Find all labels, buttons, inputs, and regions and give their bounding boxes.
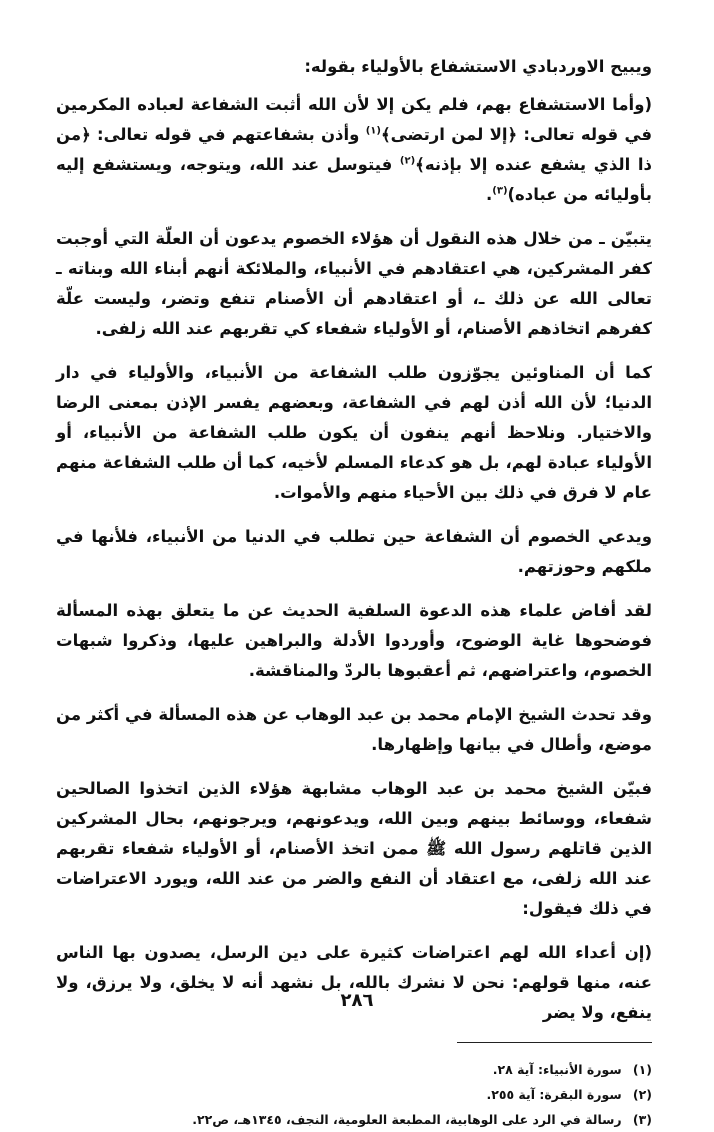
intro-line: ويبيح الاوردبادي الاستشفاع بالأولياء بقوله: — [304, 57, 652, 76]
paragraph-1-text-d: . — [485, 185, 493, 204]
footnote-3-text: رسالة في الرد على الوهابية، المطبعة العلومية، النجف، ١٣٤٥هـ، ص٢٢. — [192, 1112, 622, 1127]
footnote-ref-2: (٢) — [399, 155, 416, 167]
footnote-2-number: (٢) — [632, 1087, 652, 1102]
footnote-3-number: (٣) — [632, 1112, 652, 1127]
paragraph-6: وقد تحدث الشيخ الإمام محمد بن عبد الوهاب عن هذه المسألة في أكثر من موضع، وأطال في بيانها وإظهارها. — [56, 705, 652, 754]
footnote-2-text: سورة البقرة: آية ٢٥٥. — [486, 1087, 622, 1102]
footnote-1-number: (١) — [632, 1062, 652, 1077]
paragraph-2: يتبيّن ـ من خلال هذه النقول أن هؤلاء الخصوم يدعون أن العلّة التي أوجبت كفر المشركين، هي اعتقادهم في الأنبياء، والملائكة أنهم أبناء الله وبناته ـ تعالى الله عن ذلك ـ، أو اعتقادهم أن الأصنام تنفع وتضر، وليست علّة كفرهم اتخاذهم الأصنام، أو الأولياء شفعاء كي تقربهم عند الله زلفى. — [56, 229, 652, 338]
footnote-divider — [457, 1042, 652, 1043]
footnote-ref-3: (٣) — [492, 185, 508, 197]
footnote-3 — [56, 1107, 652, 1132]
paragraph-5: لقد أفاض علماء هذه الدعوة السلفية الحديث عن ما يتعلق بهذه المسألة فوضحوها غاية الوضوح، وأوردوا الأدلة والبراهين عليها، وذكروا شبهات الخصوم، واعتراضهم، ثم أعقبوها بالردّ والمناقشة. — [56, 601, 652, 680]
paragraph-8: (إن أعداء الله لهم اعتراضات كثيرة على دين الرسل، يصدون بها الناس عنه، منها قولهم: نحن لا نشرك بالله، بل نشهد أنه لا يخلق، ولا يرزق، ولا ينفع، ولا يضر — [56, 943, 652, 1022]
paragraph-3: كما أن المناوئين يجوّزون طلب الشفاعة من الأنبياء، والأولياء في دار الدنيا؛ لأن الله أذن لهم في الشفاعة، وبعضهم يفسر الإذن بمعنى الرضا والاختيار. ونلاحظ أنهم ينفون أن يكون طلب الشفاعة من الأنبياء، أو الأولياء عبادة لهم، بل هو كدعاء المسلم لأخيه، كما أن طلب الشفاعة منهم عام لا فرق في ذلك بين الأحياء منهم والأموات. — [56, 363, 652, 502]
paragraph-1 — [56, 90, 652, 210]
paragraph-1-text-a: (وأما الاستشفاع بهم، فلم يكن إلا لأن الله أثبت الشفاعة لعباده المكرمين في قوله تعالى: ﴿إلا لمن ارتضى﴾ — [56, 95, 652, 144]
footnote-1 — [56, 1057, 652, 1082]
paragraph-7: فبيّن الشيخ محمد بن عبد الوهاب مشابهة هؤلاء الذين اتخذوا الصالحين شفعاء، ووسائط بينهم وبين الله، ويدعونهم، ويرجونهم، بحال المشركين الذين قاتلهم رسول الله ﷺ ممن اتخذ الأصنام، أو الأولياء شفعاء تقربهم عند الله زلفى، مع اعتقاد أن النفع والضر من عند الله، ويورد الاعتراضات في ذلك فيقول: — [56, 779, 652, 918]
paragraph-4: ويدعي الخصوم أن الشفاعة حين تطلب في الدنيا من الأنبياء، فلأنها في ملكهم وحوزتهم. — [56, 527, 652, 576]
paragraph-1-text-c: فيتوسل عند الله، ويتوجه، ويستشفع إليه بأوليائه من عباده) — [56, 155, 652, 204]
footnote-2 — [56, 1082, 652, 1107]
page-number: ٢٨٦ — [340, 990, 374, 1011]
paragraph-1-text-b: وأذن بشفاعتهم في قوله تعالى: ﴿من ذا الذي يشفع عنده إلا بإذنه﴾ — [56, 125, 652, 174]
footnote-1-text: سورة الأنبياء: آية ٢٨. — [492, 1062, 622, 1077]
footnote-ref-1: (١) — [365, 125, 381, 137]
footnotes-list — [56, 1057, 652, 1132]
